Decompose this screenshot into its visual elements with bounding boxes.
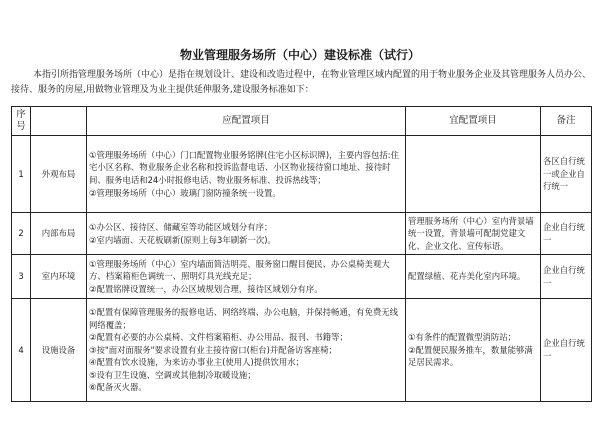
header-num: 序号 (12, 107, 31, 136)
required-item: ⑥配备灭火器。 (89, 382, 147, 393)
row-note: 企业自行统一 (541, 255, 592, 299)
required-item: ③按"面对面服务"要求设置有业主接待窗口(柜台)并配备访客座椅； (89, 344, 337, 355)
row-category: 室内环境 (31, 255, 87, 299)
row-num: 1 (12, 136, 31, 213)
table-row (12, 255, 592, 299)
row-num: 2 (12, 213, 31, 255)
row-required (87, 213, 406, 255)
table-row (12, 299, 592, 402)
required-item: ⑤设有卫生设施、空调或其他制冷取暖设施； (89, 369, 256, 380)
table-row (12, 213, 592, 255)
recommended-item: 管理服务场所（中心）室内背景墙统一设置，背景墙可配制党建文化、企业文化、宣传标语。 (408, 215, 534, 251)
row-recommended (406, 299, 541, 402)
row-num: 4 (12, 299, 31, 402)
row-category: 外观布局 (31, 136, 87, 213)
row-recommended (406, 255, 541, 299)
row-recommended (406, 213, 541, 255)
required-item: ②配置铭牌设置统一，办公区域规划合理，接待区域划分有序。 (89, 283, 323, 294)
row-category: 内部布局 (31, 213, 87, 255)
row-required (87, 299, 406, 402)
required-item: ①配置有保障管理服务的报修电话、网络终端、办公电脑，并保持畅通，有免费无线网络覆盖； (89, 306, 399, 330)
header-category (31, 107, 87, 136)
intro-paragraph: 本指引所指管理服务场所（中心）是指在规划设计、建设和改造过程中，在物业管理区域内配置的用于物业服务企业及其管理服务人员办公、接待、服务的房屋,用做物业管理及为业主提供延伸服务,建设服务标准如下： (11, 70, 592, 95)
page-title: 物业管理服务场所（中心）建设标准（试行） (179, 48, 420, 62)
row-required (87, 255, 406, 299)
row-num: 3 (12, 255, 31, 299)
row-required (87, 136, 406, 213)
required-item: ①办公区、接待区、储藏室等功能区域划分有序； (89, 221, 273, 232)
recommended-item: ②配置便民服务推车，数量能够满足居民需求。 (408, 344, 533, 368)
required-item: ②管理服务场所（中心）玻璃门窗防撞条统一设置。 (89, 187, 281, 198)
required-item: ①管理服务场所（中心）门口配置物业服务铭牌(住宅小区标识牌)，主要内容包括:住宅小区名称、物业服务企业名称和投诉监督电话、小区物业接待窗口地址、接待时间、服务电话和24小时报修电话、物业服务标准、投诉热线等； (89, 149, 399, 185)
required-item: ④配置有饮水设施，为来访办事业主(使用人)提供饮用水； (89, 357, 305, 368)
header-recommended: 宜配置项目 (406, 107, 541, 136)
required-item: ①管理服务场所（中心）室内墙面简洁明亮、服务窗口醒目便民、办公桌椅美观大方、档案箱柜色调统一、照明灯具光线充足； (89, 258, 390, 282)
recommended-item: ①有条件的配置微型消防站； (408, 332, 517, 343)
row-note: 企业自行统一 (541, 299, 592, 402)
row-note: 企业自行统一 (541, 213, 592, 255)
row-recommended (406, 136, 541, 213)
table-row (12, 136, 592, 213)
recommended-item: 配置绿植、花卉美化室内环境。 (408, 271, 526, 282)
required-item: ②配置有必要的办公桌椅、文件档案箱柜、办公用品、报刊、书籍等； (89, 332, 348, 343)
table-header-row (12, 107, 592, 136)
header-note: 备注 (541, 107, 592, 136)
header-required: 应配置项目 (87, 107, 406, 136)
required-item: ②室内墙面、天花板刷新(原则上每3年刷新一次)。 (89, 234, 276, 245)
row-category: 设施设备 (31, 299, 87, 402)
standards-table (11, 106, 592, 402)
row-note: 各区自行统一或企业自行统一 (541, 136, 592, 213)
